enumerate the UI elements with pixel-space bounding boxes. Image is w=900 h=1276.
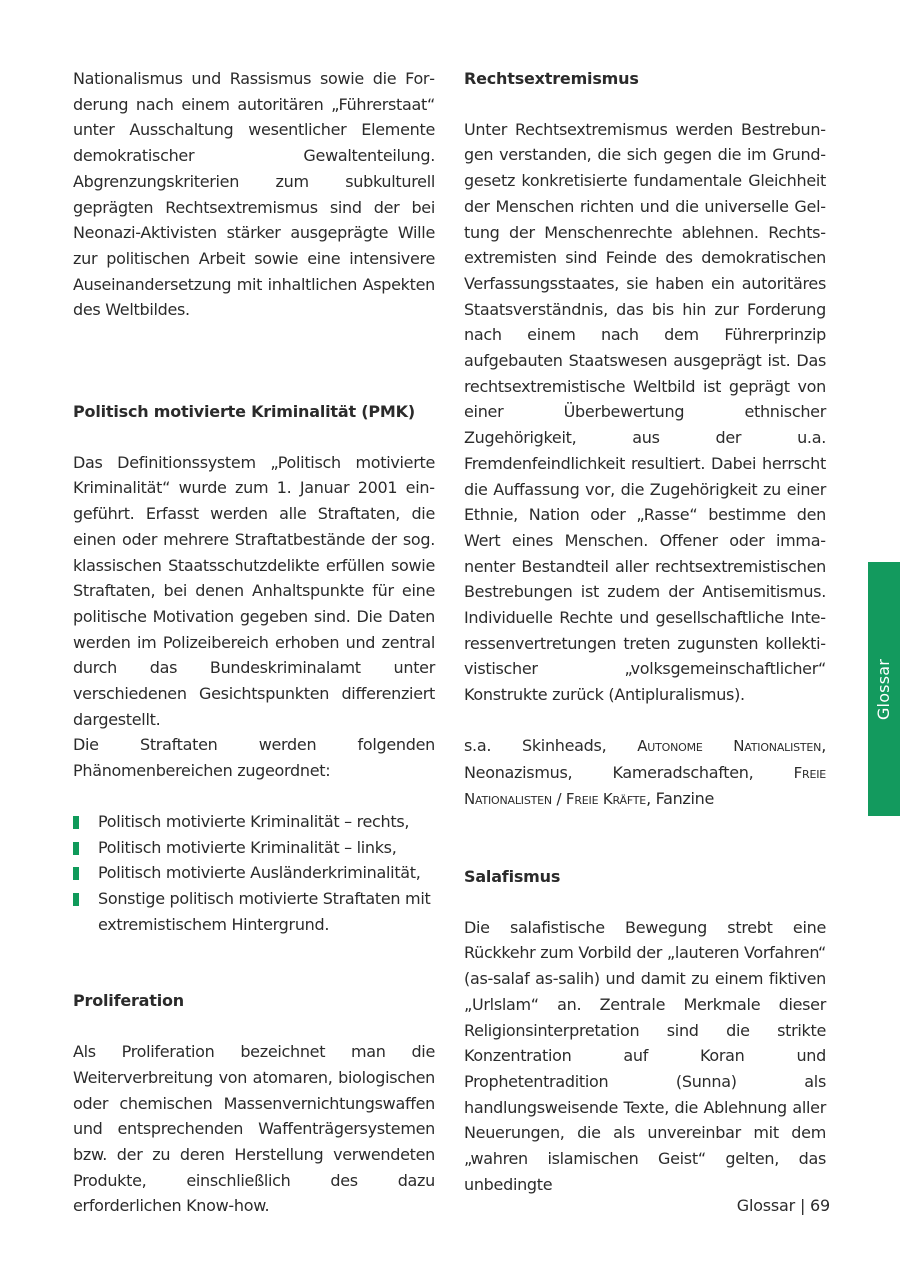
- page-footer: [737, 1196, 830, 1215]
- heading-salafismus: Salafismus: [464, 866, 561, 886]
- bullet-square-icon: [73, 867, 79, 880]
- pmk-paragraph-2: Die Straftaten werden folgenden Phänomenbereichen zugeordnet:: [73, 735, 435, 781]
- cross-reference-freie-nationalisten: Freie Nationalisten / Freie Kräfte: [464, 763, 826, 809]
- bullet-square-icon: [73, 893, 79, 906]
- pmk-bullet-list: [73, 809, 435, 938]
- list-item: Politisch motivierte Kriminalität – links,: [73, 835, 435, 861]
- bullet-square-icon: [73, 816, 79, 829]
- footer-section: Glossar: [736, 1196, 796, 1215]
- pmk-paragraph: Das Definitionssystem „Politisch motivierte Kriminalität“ wurde zum 1. Januar 2001 eingeführt. Erfasst werden alle Straftaten, die einen oder mehrere Straftatbestände der sog. klassischen Staatsschutzdelikte erfüllen sowie Straftaten, bei denen Anhaltspunkte für eine politische Motivation gegeben sind. Die Daten werden im Polizeibereich erhoben und zentral durch das Bundeskriminalamt unter verschiedenen Gesichtspunkten differenziert dargestellt.: [73, 452, 435, 729]
- list-item: Politisch motivierte Ausländerkriminalität,: [73, 860, 435, 886]
- heading-pmk: Politisch motivierte Kriminalität (PMK): [73, 402, 415, 422]
- heading-proliferation: Proliferation: [73, 991, 184, 1011]
- page-number: 69: [810, 1196, 830, 1215]
- left-column: [73, 66, 435, 1219]
- intro-paragraph: Nationalismus und Rassismus sowie die Forderung nach einem autoritären „Führerstaat“ unter Ausschaltung wesentlicher Elemente demokratischer Gewaltenteilung. Abgrenzungskriterien zum subkulturell geprägten Rechtsextremismus sind der bei Neonazi-Aktivisten stärker ausgeprägte Wille zur politischen Arbeit sowie eine intensivere Auseinandersetzung mit inhaltlichen Aspekten des Weltbildes.: [73, 69, 435, 320]
- salafismus-paragraph: Die salafistische Bewegung strebt eine Rückkehr zum Vorbild der „lauteren Vorfahren“ (as-salaf as-salih) und damit zu einem fiktiven „Urlslam“ an. Zentrale Merkmale dieser Religionsinterpretation sind die strikte Konzentration auf Koran und Prophetentradition (Sunna) als handlungsweisende Texte, die Ablehnung aller Neuerungen, die als unvereinbar mit dem „wahren islamischen Geist“ gelten, das unbedingte: [464, 917, 826, 1194]
- right-column: [464, 66, 826, 1197]
- side-tab-label: Glossar: [874, 658, 894, 720]
- cross-reference-autonome-nationalisten: Autonome Nationalisten: [637, 736, 822, 755]
- rechtsextremismus-paragraph: Unter Rechtsextremismus werden Bestrebungen verstanden, die sich gegen die im Grundgesetz konkretisierte fundamentale Gleichheit der Menschen richten und die universelle Geltung der Menschenrechte ablehnen. Rechtsextremisten sind Feinde des demokratischen Verfassungsstaates, sie haben ein autoritäres Staatsverständnis, das bis hin zur Forderung nach einem nach dem Führerprinzip aufgebauten Staatswesen ausgeprägt ist. Das rechtsextremistische Weltbild ist geprägt von einer Überbewertung ethnischer Zugehörigkeit, aus der u.a. Fremdenfeindlichkeit resultiert. Dabei herrscht die Auffassung vor, die Zugehörigkeit zu einer Ethnie, Nation oder „Rasse“ bestimme den Wert eines Menschen. Offener oder immanenter Bestandteil aller rechtsextremistischen Bestrebungen ist zudem der Antisemitismus. Individuelle Rechte und gesellschaftliche Interessenvertretungen treten zugunsten kollektivistischer „volksgemeinschaftlicher“ Konstrukte zurück (Antipluralismus).: [464, 119, 826, 705]
- footer-separator: |: [799, 1196, 806, 1215]
- heading-rechtsextremismus: Rechtsextremismus: [464, 69, 639, 88]
- bullet-square-icon: [73, 842, 79, 855]
- glossar-side-tab: [868, 562, 900, 816]
- proliferation-paragraph: Als Proliferation bezeichnet man die Weiterverbreitung von atomaren, biologischen oder chemischen Massenvernichtungswaffen und entsprechenden Waffenträgersystemen bzw. der zu deren Herstellung verwendeten Produkte, einschließlich des dazu erforderlichen Know-how.: [73, 1042, 435, 1216]
- list-item: Sonstige politisch motivierte Straftaten mit extremistischem Hintergrund.: [73, 886, 435, 937]
- list-item: Politisch motivierte Kriminalität – rechts,: [73, 809, 435, 835]
- see-also-line: s.a. Skinheads, Autonome Nationalisten, Neonazismus, Kameradschaften, Freie Nationalisten / Freie Kräfte, Fanzine: [464, 735, 826, 809]
